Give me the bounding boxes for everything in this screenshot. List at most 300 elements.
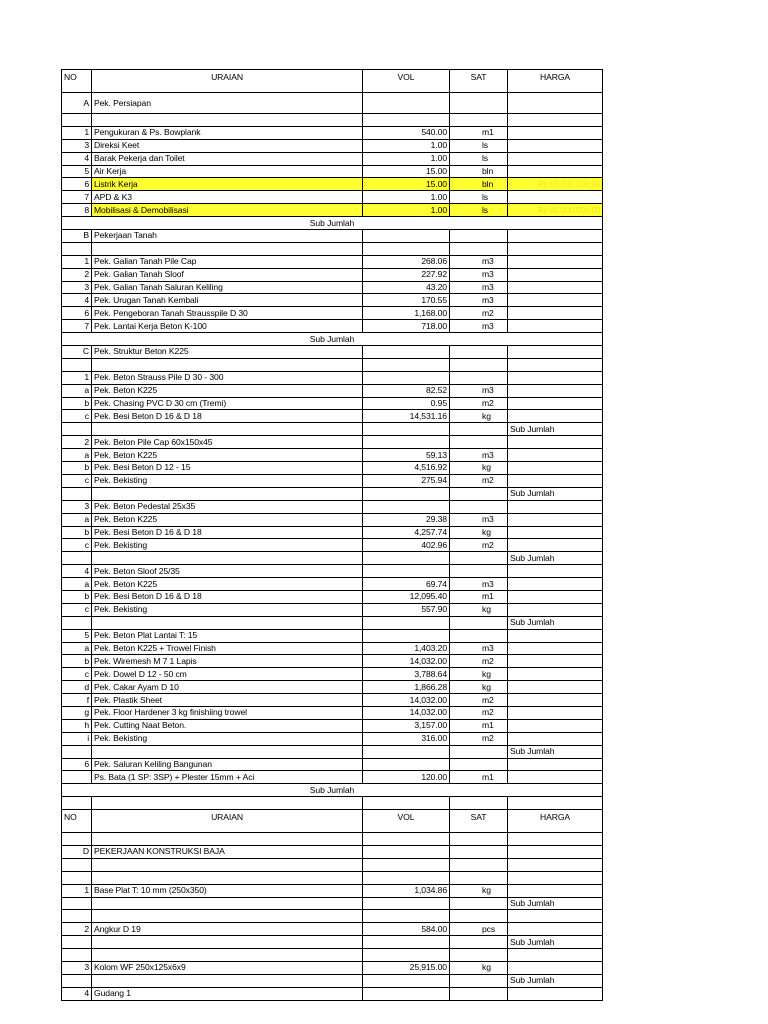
cell-harga[interactable]: [508, 320, 603, 333]
cell-harga[interactable]: [508, 962, 603, 975]
cell-sat[interactable]: [450, 845, 508, 858]
cell-harga[interactable]: [508, 758, 603, 771]
empty-cell[interactable]: [450, 833, 508, 846]
header-no[interactable]: NO: [62, 70, 92, 93]
empty-cell[interactable]: [363, 949, 450, 962]
empty-cell[interactable]: [508, 871, 603, 884]
cell-vol[interactable]: 1,403.20: [363, 642, 450, 655]
cell-no[interactable]: b: [62, 655, 92, 668]
cell-harga[interactable]: [508, 923, 603, 936]
cell-harga[interactable]: [508, 539, 603, 552]
empty-cell[interactable]: [62, 797, 92, 810]
cell-harga[interactable]: [508, 845, 603, 858]
cell-uraian[interactable]: Barak Pekerja dan Toilet: [92, 152, 363, 165]
cell-vol[interactable]: 14,032.00: [363, 655, 450, 668]
sub-jumlah-label[interactable]: Sub Jumlah: [508, 423, 603, 436]
empty-cell[interactable]: [92, 114, 363, 127]
cell-no[interactable]: 1: [62, 371, 92, 384]
cell-sat[interactable]: m1: [450, 719, 508, 732]
cell-no[interactable]: h: [62, 719, 92, 732]
cell-no[interactable]: a: [62, 513, 92, 526]
empty-cell[interactable]: [508, 949, 603, 962]
cell-harga[interactable]: [508, 268, 603, 281]
cell-vol[interactable]: 0.95: [363, 397, 450, 410]
cell-sat[interactable]: [450, 565, 508, 578]
cell-no[interactable]: 8: [62, 204, 92, 217]
empty-cell[interactable]: [62, 833, 92, 846]
empty-cell[interactable]: [92, 745, 363, 758]
empty-cell[interactable]: [62, 423, 92, 436]
cell-uraian[interactable]: Pek. Besi Beton D 16 & D 18: [92, 526, 363, 539]
cell-vol[interactable]: 316.00: [363, 732, 450, 745]
cell-no[interactable]: 2: [62, 923, 92, 936]
cell-sat[interactable]: kg: [450, 410, 508, 423]
cell-no[interactable]: b: [62, 462, 92, 475]
cell-vol[interactable]: 14,032.00: [363, 706, 450, 719]
cell-sat[interactable]: m2: [450, 706, 508, 719]
empty-cell[interactable]: [508, 833, 603, 846]
empty-cell[interactable]: [363, 616, 450, 629]
empty-cell[interactable]: [92, 897, 363, 910]
cell-vol[interactable]: [363, 436, 450, 449]
cell-no[interactable]: [62, 771, 92, 784]
empty-cell[interactable]: [62, 936, 92, 949]
empty-cell[interactable]: [450, 897, 508, 910]
cell-sat[interactable]: [450, 500, 508, 513]
empty-cell[interactable]: [450, 423, 508, 436]
empty-cell[interactable]: [92, 423, 363, 436]
cell-vol[interactable]: 12,095.40: [363, 590, 450, 603]
cell-no[interactable]: a: [62, 449, 92, 462]
cell-no[interactable]: c: [62, 603, 92, 616]
cell-harga[interactable]: [508, 449, 603, 462]
cell-vol[interactable]: 14,531.16: [363, 410, 450, 423]
cell-harga[interactable]: [508, 590, 603, 603]
empty-cell[interactable]: [62, 974, 92, 987]
empty-cell[interactable]: [363, 797, 450, 810]
cell-sat[interactable]: m1: [450, 126, 508, 139]
cell-uraian[interactable]: Pek. Cutting Naat Beton.: [92, 719, 363, 732]
empty-cell[interactable]: [450, 949, 508, 962]
empty-cell[interactable]: [363, 114, 450, 127]
empty-cell[interactable]: [363, 487, 450, 500]
cell-no[interactable]: c: [62, 410, 92, 423]
cell-sat[interactable]: m2: [450, 732, 508, 745]
cell-vol[interactable]: 1.00: [363, 139, 450, 152]
cell-sat[interactable]: [450, 93, 508, 114]
cell-vol[interactable]: 14,032.00: [363, 694, 450, 707]
empty-cell[interactable]: [92, 974, 363, 987]
header-no[interactable]: NO: [62, 810, 92, 833]
cell-vol[interactable]: 25,915.00: [363, 962, 450, 975]
cell-sat[interactable]: m2: [450, 397, 508, 410]
cell-sat[interactable]: kg: [450, 962, 508, 975]
cell-harga[interactable]: [508, 706, 603, 719]
cell-harga[interactable]: [508, 255, 603, 268]
empty-cell[interactable]: [62, 745, 92, 758]
cell-vol[interactable]: 15.00: [363, 178, 450, 191]
cell-sat[interactable]: m2: [450, 694, 508, 707]
cell-harga[interactable]: [508, 694, 603, 707]
empty-cell[interactable]: [92, 552, 363, 565]
empty-cell[interactable]: [363, 833, 450, 846]
cell-vol[interactable]: 170.55: [363, 294, 450, 307]
cell-sat[interactable]: kg: [450, 603, 508, 616]
cell-vol[interactable]: [363, 629, 450, 642]
cell-uraian[interactable]: Direksi Keet: [92, 139, 363, 152]
cell-harga[interactable]: [508, 513, 603, 526]
empty-cell[interactable]: [363, 897, 450, 910]
cell-harga[interactable]: [508, 603, 603, 616]
empty-cell[interactable]: [450, 974, 508, 987]
cell-harga[interactable]: [508, 642, 603, 655]
cell-sat[interactable]: m2: [450, 539, 508, 552]
cell-sat[interactable]: bln: [450, 165, 508, 178]
cell-vol[interactable]: 15.00: [363, 165, 450, 178]
cell-no[interactable]: 4: [62, 565, 92, 578]
cell-vol[interactable]: [363, 565, 450, 578]
empty-cell[interactable]: [450, 858, 508, 871]
cell-harga[interactable]: [508, 307, 603, 320]
empty-cell[interactable]: [450, 358, 508, 371]
cell-harga[interactable]: [508, 987, 603, 1000]
cell-sat[interactable]: pcs: [450, 923, 508, 936]
header-harga[interactable]: HARGA: [508, 810, 603, 833]
cell-vol[interactable]: 540.00: [363, 126, 450, 139]
sub-jumlah-label[interactable]: Sub Jumlah: [508, 974, 603, 987]
cell-harga[interactable]: [508, 500, 603, 513]
cell-uraian[interactable]: Kolom WF 250x125x6x9: [92, 962, 363, 975]
cell-no[interactable]: i: [62, 732, 92, 745]
cell-no[interactable]: 7: [62, 320, 92, 333]
cell-uraian[interactable]: Pek. Beton Plat Lantai T: 15: [92, 629, 363, 642]
cell-uraian[interactable]: Pek. Bekisting: [92, 474, 363, 487]
cell-harga[interactable]: [508, 281, 603, 294]
empty-cell[interactable]: [508, 910, 603, 923]
cell-uraian[interactable]: Pek. Bekisting: [92, 539, 363, 552]
cell-harga[interactable]: [508, 384, 603, 397]
cell-vol[interactable]: [363, 845, 450, 858]
cell-vol[interactable]: 402.96: [363, 539, 450, 552]
cell-no[interactable]: a: [62, 578, 92, 591]
cell-harga[interactable]: [508, 629, 603, 642]
empty-cell[interactable]: [92, 616, 363, 629]
cell-harga[interactable]: [508, 436, 603, 449]
cell-sat[interactable]: m3: [450, 384, 508, 397]
sub-jumlah-label[interactable]: Sub Jumlah: [62, 217, 603, 230]
cell-no[interactable]: 2: [62, 436, 92, 449]
cell-vol[interactable]: [363, 371, 450, 384]
cell-sat[interactable]: ls: [450, 204, 508, 217]
cell-vol[interactable]: 1,866.28: [363, 681, 450, 694]
empty-cell[interactable]: [450, 871, 508, 884]
cell-sat[interactable]: m3: [450, 320, 508, 333]
cell-vol[interactable]: [363, 93, 450, 114]
cell-sat[interactable]: m3: [450, 578, 508, 591]
empty-cell[interactable]: [92, 242, 363, 255]
cell-vol[interactable]: 4,516.92: [363, 462, 450, 475]
cell-no[interactable]: 2: [62, 268, 92, 281]
cell-uraian[interactable]: PEKERJAAN KONSTRUKSI BAJA: [92, 845, 363, 858]
cell-vol[interactable]: 69.74: [363, 578, 450, 591]
cell-vol[interactable]: 82.52: [363, 384, 450, 397]
cell-uraian[interactable]: Pek. Galian Tanah Saluran Keliling: [92, 281, 363, 294]
cell-vol[interactable]: [363, 500, 450, 513]
cell-no[interactable]: c: [62, 474, 92, 487]
cell-no[interactable]: C: [62, 346, 92, 359]
cell-sat[interactable]: m3: [450, 268, 508, 281]
cell-vol[interactable]: 3,788.64: [363, 668, 450, 681]
cell-sat[interactable]: m3: [450, 294, 508, 307]
cell-uraian[interactable]: Pek. Bekisting: [92, 603, 363, 616]
empty-cell[interactable]: [92, 358, 363, 371]
cell-vol[interactable]: 557.90: [363, 603, 450, 616]
cell-uraian[interactable]: Gudang 1: [92, 987, 363, 1000]
cell-harga[interactable]: [508, 565, 603, 578]
cell-harga[interactable]: Rp.00.000.000,00: [508, 178, 603, 191]
cell-vol[interactable]: [363, 987, 450, 1000]
cell-sat[interactable]: m3: [450, 513, 508, 526]
cell-no[interactable]: A: [62, 93, 92, 114]
cell-sat[interactable]: kg: [450, 462, 508, 475]
cell-no[interactable]: 4: [62, 987, 92, 1000]
cell-uraian[interactable]: Pek. Urugan Tanah Kembali: [92, 294, 363, 307]
empty-cell[interactable]: [508, 242, 603, 255]
cell-vol[interactable]: 227.92: [363, 268, 450, 281]
cell-vol[interactable]: 1,034.86: [363, 884, 450, 897]
cell-sat[interactable]: kg: [450, 681, 508, 694]
cell-no[interactable]: 1: [62, 255, 92, 268]
empty-cell[interactable]: [450, 242, 508, 255]
cell-harga[interactable]: [508, 719, 603, 732]
cell-vol[interactable]: 29.38: [363, 513, 450, 526]
cell-harga[interactable]: [508, 126, 603, 139]
header-sat[interactable]: SAT: [450, 810, 508, 833]
cell-vol[interactable]: 718.00: [363, 320, 450, 333]
cell-uraian[interactable]: Pek. Cakar Ayam D 10: [92, 681, 363, 694]
sub-jumlah-label[interactable]: Sub Jumlah: [508, 616, 603, 629]
cell-sat[interactable]: m3: [450, 449, 508, 462]
header-vol[interactable]: VOL: [363, 70, 450, 93]
cell-harga[interactable]: [508, 462, 603, 475]
cell-sat[interactable]: [450, 629, 508, 642]
cell-no[interactable]: a: [62, 384, 92, 397]
empty-cell[interactable]: [62, 616, 92, 629]
cell-uraian[interactable]: Base Plat T: 10 mm (250x350): [92, 884, 363, 897]
empty-cell[interactable]: [92, 487, 363, 500]
empty-cell[interactable]: [508, 797, 603, 810]
cell-no[interactable]: b: [62, 526, 92, 539]
cell-uraian[interactable]: Angkur D 19: [92, 923, 363, 936]
sub-jumlah-label[interactable]: Sub Jumlah: [508, 897, 603, 910]
cell-sat[interactable]: ls: [450, 191, 508, 204]
cell-no[interactable]: 1: [62, 126, 92, 139]
cell-vol[interactable]: 120.00: [363, 771, 450, 784]
cell-uraian[interactable]: Pek. Wiremesh M 7 1 Lapis: [92, 655, 363, 668]
cell-harga[interactable]: [508, 139, 603, 152]
cell-harga[interactable]: [508, 294, 603, 307]
cell-no[interactable]: 4: [62, 152, 92, 165]
cell-sat[interactable]: [450, 758, 508, 771]
cell-no[interactable]: c: [62, 668, 92, 681]
cell-no[interactable]: 4: [62, 294, 92, 307]
cell-no[interactable]: 1: [62, 884, 92, 897]
empty-cell[interactable]: [62, 858, 92, 871]
cell-no[interactable]: d: [62, 681, 92, 694]
empty-cell[interactable]: [363, 242, 450, 255]
cell-no[interactable]: D: [62, 845, 92, 858]
sub-jumlah-label[interactable]: Sub Jumlah: [62, 333, 603, 346]
cell-harga[interactable]: [508, 191, 603, 204]
cell-uraian[interactable]: Pek. Pengeboran Tanah Strausspile D 30: [92, 307, 363, 320]
cell-uraian[interactable]: Pek. Beton K225: [92, 578, 363, 591]
cell-vol[interactable]: 275.94: [363, 474, 450, 487]
cell-harga[interactable]: Rp.00.000.000,00: [508, 204, 603, 217]
empty-cell[interactable]: [363, 910, 450, 923]
header-harga[interactable]: HARGA: [508, 70, 603, 93]
cell-vol[interactable]: 4,257.74: [363, 526, 450, 539]
cell-uraian[interactable]: Pek. Lantai Kerja Beton K-100: [92, 320, 363, 333]
cell-vol[interactable]: 43.20: [363, 281, 450, 294]
cell-no[interactable]: 3: [62, 281, 92, 294]
cell-sat[interactable]: ls: [450, 139, 508, 152]
cell-uraian[interactable]: Pek. Saluran Keliling Bangunan: [92, 758, 363, 771]
cell-sat[interactable]: m2: [450, 655, 508, 668]
cell-sat[interactable]: m3: [450, 642, 508, 655]
cell-sat[interactable]: [450, 230, 508, 243]
cell-no[interactable]: 3: [62, 962, 92, 975]
cell-harga[interactable]: [508, 93, 603, 114]
cell-sat[interactable]: bln: [450, 178, 508, 191]
empty-cell[interactable]: [450, 616, 508, 629]
cell-vol[interactable]: 1,168.00: [363, 307, 450, 320]
cell-uraian[interactable]: Pek. Galian Tanah Sloof: [92, 268, 363, 281]
cell-harga[interactable]: [508, 526, 603, 539]
empty-cell[interactable]: [450, 114, 508, 127]
cell-sat[interactable]: m3: [450, 255, 508, 268]
cell-sat[interactable]: kg: [450, 668, 508, 681]
cell-uraian[interactable]: Pek. Beton K225 + Trowel Finish: [92, 642, 363, 655]
empty-cell[interactable]: [92, 936, 363, 949]
cell-no[interactable]: 7: [62, 191, 92, 204]
cell-vol[interactable]: 1.00: [363, 191, 450, 204]
cell-uraian[interactable]: Pek. Beton K225: [92, 384, 363, 397]
cell-no[interactable]: 5: [62, 629, 92, 642]
cell-vol[interactable]: 1.00: [363, 204, 450, 217]
empty-cell[interactable]: [363, 936, 450, 949]
cell-sat[interactable]: m1: [450, 590, 508, 603]
cell-no[interactable]: 6: [62, 758, 92, 771]
empty-cell[interactable]: [62, 871, 92, 884]
empty-cell[interactable]: [363, 974, 450, 987]
cell-uraian[interactable]: Pek. Bekisting: [92, 732, 363, 745]
cell-uraian[interactable]: Air Kerja: [92, 165, 363, 178]
cell-sat[interactable]: [450, 371, 508, 384]
empty-cell[interactable]: [92, 910, 363, 923]
cell-uraian[interactable]: Pek. Beton Strauss Pile D 30 - 300: [92, 371, 363, 384]
cell-uraian[interactable]: Ps. Bata (1 SP: 3SP) + Plester 15mm + Aci: [92, 771, 363, 784]
empty-cell[interactable]: [363, 858, 450, 871]
cell-vol[interactable]: 584.00: [363, 923, 450, 936]
sub-jumlah-label[interactable]: Sub Jumlah: [508, 552, 603, 565]
sub-jumlah-label[interactable]: Sub Jumlah: [508, 936, 603, 949]
empty-cell[interactable]: [62, 897, 92, 910]
empty-cell[interactable]: [92, 833, 363, 846]
cell-harga[interactable]: [508, 346, 603, 359]
cell-harga[interactable]: [508, 732, 603, 745]
cell-no[interactable]: g: [62, 706, 92, 719]
empty-cell[interactable]: [62, 552, 92, 565]
cell-sat[interactable]: ls: [450, 152, 508, 165]
cell-uraian[interactable]: APD & K3: [92, 191, 363, 204]
empty-cell[interactable]: [363, 358, 450, 371]
empty-cell[interactable]: [450, 745, 508, 758]
cell-uraian[interactable]: Pek. Chasing PVC D 30 cm (Tremi): [92, 397, 363, 410]
cell-uraian[interactable]: Pek. Besi Beton D 12 - 15: [92, 462, 363, 475]
cell-sat[interactable]: m2: [450, 474, 508, 487]
cell-harga[interactable]: [508, 578, 603, 591]
empty-cell[interactable]: [62, 114, 92, 127]
cell-no[interactable]: 3: [62, 139, 92, 152]
empty-cell[interactable]: [450, 487, 508, 500]
header-vol[interactable]: VOL: [363, 810, 450, 833]
empty-cell[interactable]: [450, 910, 508, 923]
empty-cell[interactable]: [62, 949, 92, 962]
empty-cell[interactable]: [450, 936, 508, 949]
cell-harga[interactable]: [508, 668, 603, 681]
cell-no[interactable]: b: [62, 397, 92, 410]
cell-no[interactable]: b: [62, 590, 92, 603]
empty-cell[interactable]: [62, 910, 92, 923]
cell-harga[interactable]: [508, 165, 603, 178]
cell-uraian[interactable]: Pekerjaan Tanah: [92, 230, 363, 243]
cell-vol[interactable]: 1.00: [363, 152, 450, 165]
cell-no[interactable]: f: [62, 694, 92, 707]
cell-uraian[interactable]: Pek. Persiapan: [92, 93, 363, 114]
empty-cell[interactable]: [450, 797, 508, 810]
empty-cell[interactable]: [363, 745, 450, 758]
cell-uraian[interactable]: Pek. Besi Beton D 16 & D 18: [92, 410, 363, 423]
header-sat[interactable]: SAT: [450, 70, 508, 93]
cell-sat[interactable]: m2: [450, 307, 508, 320]
empty-cell[interactable]: [62, 242, 92, 255]
empty-cell[interactable]: [508, 358, 603, 371]
cell-vol[interactable]: [363, 758, 450, 771]
cell-no[interactable]: B: [62, 230, 92, 243]
cell-harga[interactable]: [508, 230, 603, 243]
empty-cell[interactable]: [92, 871, 363, 884]
empty-cell[interactable]: [508, 858, 603, 871]
empty-cell[interactable]: [363, 423, 450, 436]
cell-harga[interactable]: [508, 681, 603, 694]
empty-cell[interactable]: [450, 552, 508, 565]
cell-uraian[interactable]: Pek. Struktur Beton K225: [92, 346, 363, 359]
cell-sat[interactable]: [450, 436, 508, 449]
sub-jumlah-label[interactable]: Sub Jumlah: [508, 745, 603, 758]
cell-sat[interactable]: m3: [450, 281, 508, 294]
cell-no[interactable]: 3: [62, 500, 92, 513]
empty-cell[interactable]: [62, 487, 92, 500]
cell-uraian[interactable]: Pek. Beton Pile Cap 60x150x45: [92, 436, 363, 449]
header-uraian[interactable]: URAIAN: [92, 810, 363, 833]
cell-harga[interactable]: [508, 884, 603, 897]
sub-jumlah-label[interactable]: Sub Jumlah: [508, 487, 603, 500]
cell-uraian[interactable]: Pek. Beton Pedestal 25x35: [92, 500, 363, 513]
cell-no[interactable]: c: [62, 539, 92, 552]
cell-no[interactable]: a: [62, 642, 92, 655]
cell-uraian[interactable]: Listrik Kerja: [92, 178, 363, 191]
sub-jumlah-label[interactable]: Sub Jumlah: [62, 784, 603, 797]
